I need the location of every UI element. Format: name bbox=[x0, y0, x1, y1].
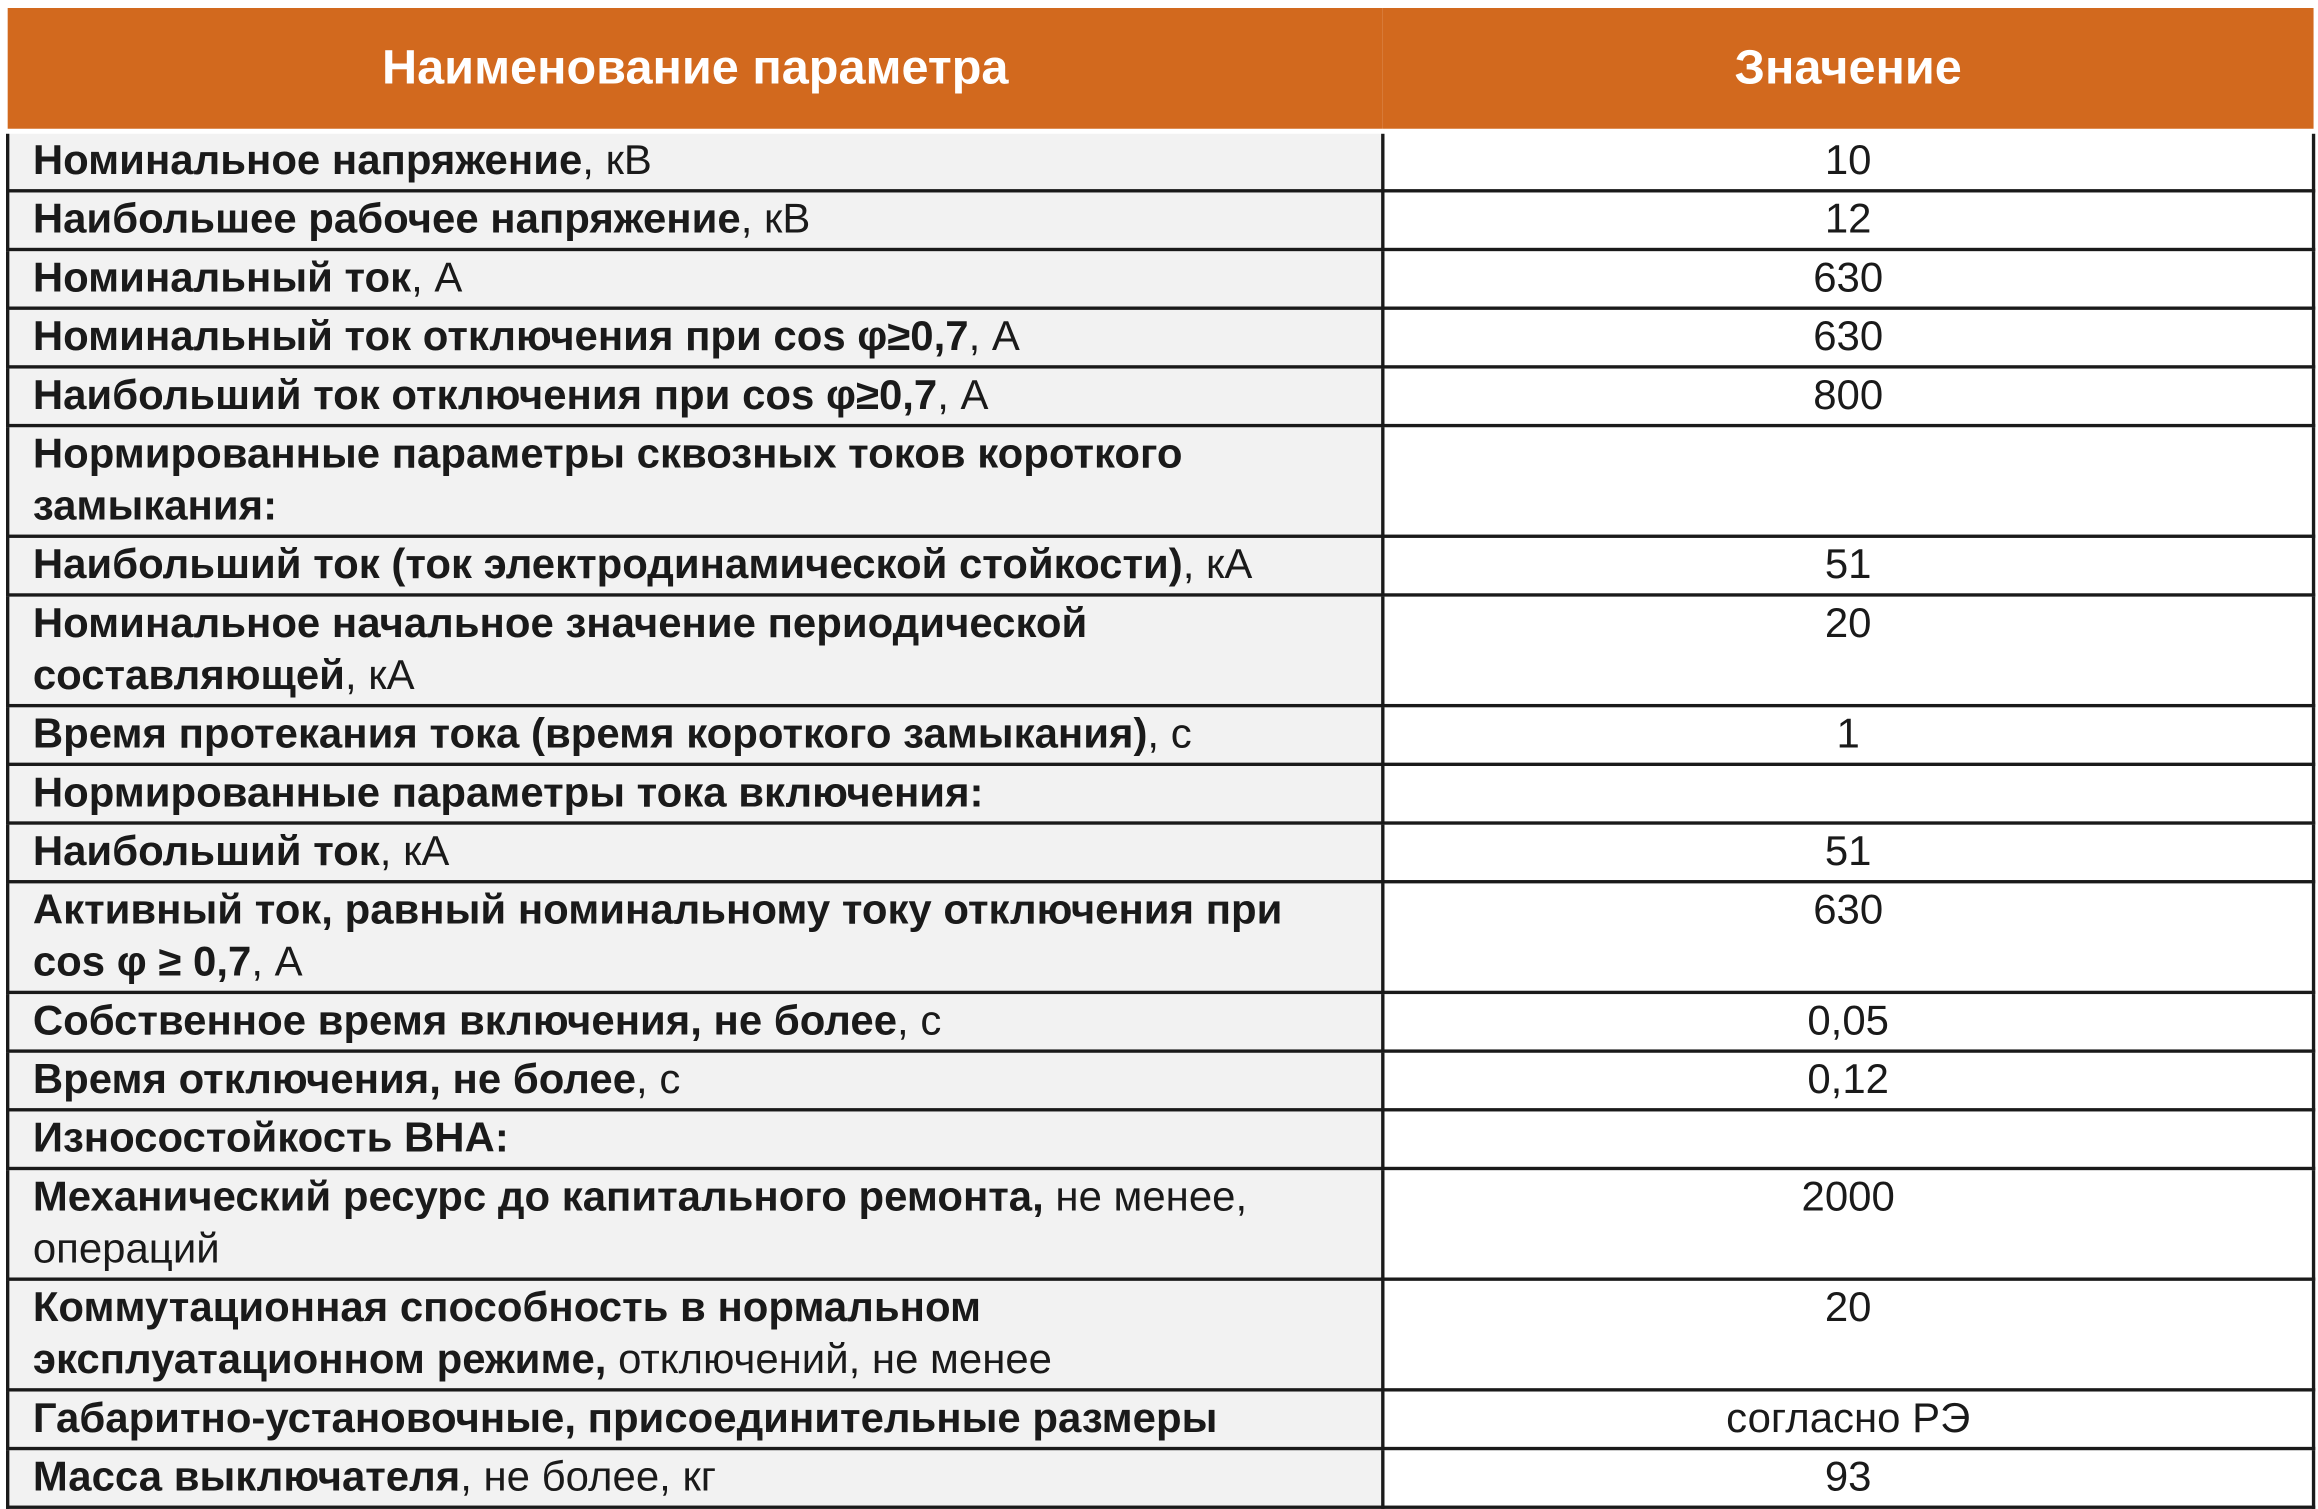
parameter-name-cell bbox=[8, 882, 1383, 993]
parameter-value: 51 bbox=[1383, 823, 2314, 882]
parameter-name-cell bbox=[8, 249, 1383, 308]
parameter-name-cell bbox=[8, 536, 1383, 595]
parameter-name-cell bbox=[8, 1051, 1383, 1110]
parameter-value: 12 bbox=[1383, 191, 2314, 250]
parameter-name: Собственное время включения, не более bbox=[32, 997, 898, 1045]
table-row bbox=[8, 367, 2314, 426]
table-body bbox=[8, 131, 2314, 1507]
parameter-unit: , кВ bbox=[582, 137, 652, 185]
parameter-value bbox=[1383, 1110, 2314, 1169]
parameter-name: Наибольший ток отключения при cos φ≥0,7 bbox=[32, 371, 938, 419]
table-row bbox=[8, 191, 2314, 250]
parameter-value: 800 bbox=[1383, 367, 2314, 426]
parameter-name: Нормированные параметры сквозных токов короткого замыкания: bbox=[32, 430, 1183, 530]
parameter-unit: , А bbox=[251, 938, 303, 986]
table-row bbox=[8, 1279, 2314, 1390]
parameter-name-cell bbox=[8, 992, 1383, 1051]
parameter-unit: , А bbox=[968, 313, 1020, 361]
parameter-name: Время протекания тока (время короткого замыкания) bbox=[32, 710, 1148, 758]
parameter-value: 2000 bbox=[1383, 1168, 2314, 1279]
table-row bbox=[8, 823, 2314, 882]
parameter-value: 20 bbox=[1383, 1279, 2314, 1390]
table-row bbox=[8, 308, 2314, 367]
header-value: Значение bbox=[1383, 8, 2314, 131]
parameter-name-cell bbox=[8, 823, 1383, 882]
parameter-value: 93 bbox=[1383, 1449, 2314, 1508]
parameter-unit: , с bbox=[1147, 710, 1192, 758]
parameter-name-cell bbox=[8, 706, 1383, 765]
parameter-name: Коммутационная способность в нормальном эксплуатационном режиме, bbox=[32, 1284, 982, 1384]
parameter-value: согласно РЭ bbox=[1383, 1390, 2314, 1449]
parameter-value bbox=[1383, 426, 2314, 537]
parameter-name: Наибольшее рабочее напряжение bbox=[32, 195, 741, 243]
parameter-name: Номинальный ток bbox=[32, 254, 412, 302]
parameter-value: 630 bbox=[1383, 249, 2314, 308]
header-parameter-name: Наименование параметра bbox=[8, 8, 1383, 131]
spec-sheet bbox=[6, 8, 2312, 1501]
parameter-value: 51 bbox=[1383, 536, 2314, 595]
parameter-name-cell bbox=[8, 308, 1383, 367]
table-row bbox=[8, 1110, 2314, 1169]
table-row bbox=[8, 706, 2314, 765]
parameter-name: Износостойкость ВНА: bbox=[32, 1114, 509, 1162]
parameter-value bbox=[1383, 764, 2314, 823]
parameter-name: Наибольший ток (ток электродинамической стойкости) bbox=[32, 541, 1183, 589]
parameter-unit: , кА bbox=[344, 651, 415, 699]
parameter-name-cell bbox=[8, 1168, 1383, 1279]
parameter-name-cell bbox=[8, 1390, 1383, 1449]
parameter-name-cell bbox=[8, 131, 1383, 191]
parameter-value: 1 bbox=[1383, 706, 2314, 765]
parameter-name: Габаритно-установочные, присоединительные размеры bbox=[32, 1394, 1218, 1442]
parameter-name: Номинальное напряжение bbox=[32, 137, 583, 185]
table-row bbox=[8, 595, 2314, 706]
parameter-unit: , с bbox=[636, 1056, 681, 1104]
parameter-name: Время отключения, не более bbox=[32, 1056, 637, 1104]
parameter-name: Активный ток, равный номинальному току отключения при cos φ ≥ 0,7 bbox=[32, 886, 1283, 986]
parameter-value: 0,12 bbox=[1383, 1051, 2314, 1110]
parameter-value: 20 bbox=[1383, 595, 2314, 706]
parameter-name-cell bbox=[8, 1449, 1383, 1508]
parameter-unit: , кВ bbox=[740, 195, 811, 243]
parameter-name: Номинальное начальное значение периодической составляющей bbox=[32, 599, 1088, 699]
parameter-unit: не менее, операций bbox=[32, 1173, 1248, 1273]
table-row bbox=[8, 764, 2314, 823]
parameter-value: 10 bbox=[1383, 131, 2314, 191]
table-row bbox=[8, 131, 2314, 191]
parameter-unit: , кА bbox=[1182, 541, 1253, 589]
table-row bbox=[8, 1051, 2314, 1110]
parameter-name-cell bbox=[8, 1110, 1383, 1169]
parameter-value: 0,05 bbox=[1383, 992, 2314, 1051]
table-row bbox=[8, 249, 2314, 308]
table-row bbox=[8, 536, 2314, 595]
parameter-name-cell bbox=[8, 191, 1383, 250]
parameter-value: 630 bbox=[1383, 308, 2314, 367]
parameter-name-cell bbox=[8, 1279, 1383, 1390]
parameter-unit: , А bbox=[411, 254, 463, 302]
parameter-unit: , не более, кг bbox=[460, 1453, 717, 1501]
table-row bbox=[8, 992, 2314, 1051]
parameter-unit: , кА bbox=[379, 828, 450, 876]
parameter-name: Нормированные параметры тока включения: bbox=[32, 769, 984, 817]
parameters-table bbox=[6, 8, 2315, 1509]
parameter-name-cell bbox=[8, 595, 1383, 706]
parameter-name-cell bbox=[8, 764, 1383, 823]
table-header-row bbox=[8, 8, 2314, 131]
parameter-unit: , с bbox=[897, 997, 942, 1045]
table-row bbox=[8, 1449, 2314, 1508]
table-row bbox=[8, 426, 2314, 537]
table-row bbox=[8, 882, 2314, 993]
table-row bbox=[8, 1390, 2314, 1449]
parameter-name: Масса выключателя bbox=[32, 1453, 461, 1501]
parameter-name: Наибольший ток bbox=[32, 828, 380, 876]
parameter-name: Механический ресурс до капитального ремонта, bbox=[32, 1173, 1044, 1221]
parameter-name: Номинальный ток отключения при cos φ≥0,7 bbox=[32, 313, 969, 361]
parameter-name-cell bbox=[8, 367, 1383, 426]
parameter-unit: , А bbox=[937, 371, 989, 419]
table-row bbox=[8, 1168, 2314, 1279]
parameter-name-cell bbox=[8, 426, 1383, 537]
parameter-value: 630 bbox=[1383, 882, 2314, 993]
parameter-unit: отключений, не менее bbox=[606, 1336, 1053, 1384]
